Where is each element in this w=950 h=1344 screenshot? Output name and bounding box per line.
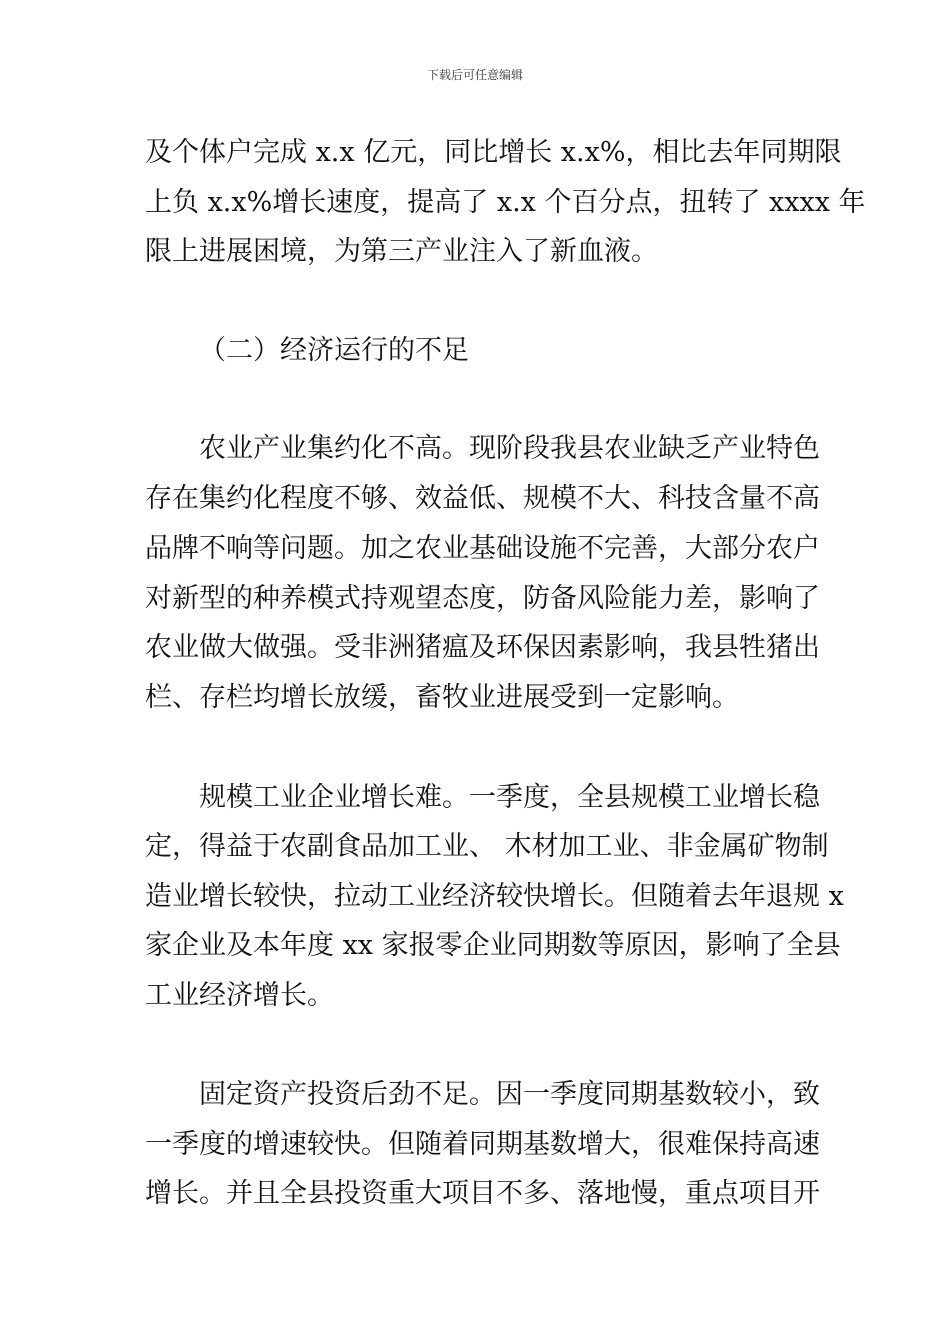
paragraph-line: 工业经济增长。 [145, 980, 334, 1011]
paragraph-line: 定，得益于农副食品加工业、 木材加工业、非金属矿物制 [145, 831, 829, 862]
paragraph-line: 对新型的种养模式持观望态度，防备风险能力差，影响了 [145, 583, 820, 614]
paragraph-line: 栏、存栏均增长放缓，畜牧业进展受到一定影响。 [145, 682, 739, 713]
paragraph-line: 一季度的增速较快。但随着同期基数增大，很难保持高速 [145, 1129, 820, 1160]
paragraph-line: 农业产业集约化不高。现阶段我县农业缺乏产业特色 [199, 433, 820, 464]
paragraph-line: 造业增长较快，拉动工业经济较快增长。但随着去年退规 x [145, 881, 844, 912]
paragraph-line: 固定资产投资后劲不足。因一季度同期基数较小，致 [199, 1079, 820, 1110]
paragraph-line: 限上进展困境，为第三产业注入了新血液。 [145, 236, 658, 267]
paragraph-line: 及个体户完成 x.x 亿元，同比增长 x.x%，相比去年同期限 [145, 137, 842, 168]
paragraph-line: 增长。并且全县投资重大项目不多、落地慢，重点项目开 [145, 1178, 820, 1209]
paragraph-line: 存在集约化程度不够、效益低、规模不大、科技含量不高 [145, 483, 820, 514]
section-heading: （二）经济运行的不足 [199, 335, 469, 366]
paragraph-line: 上负 x.x%增长速度，提高了 x.x 个百分点，扭转了 xxxx 年 [145, 187, 866, 218]
paragraph-line: 家企业及本年度 xx 家报零企业同期数等原因，影响了全县 [145, 930, 841, 961]
paragraph-line: 农业做大做强。受非洲猪瘟及环保因素影响，我县牲猪出 [145, 632, 820, 663]
header-note: 下载后可任意编辑 [426, 68, 523, 82]
paragraph-line: 品牌不响等问题。加之农业基础设施不完善，大部分农户 [145, 533, 820, 564]
paragraph-line: 规模工业企业增长难。一季度，全县规模工业增长稳 [199, 782, 820, 813]
